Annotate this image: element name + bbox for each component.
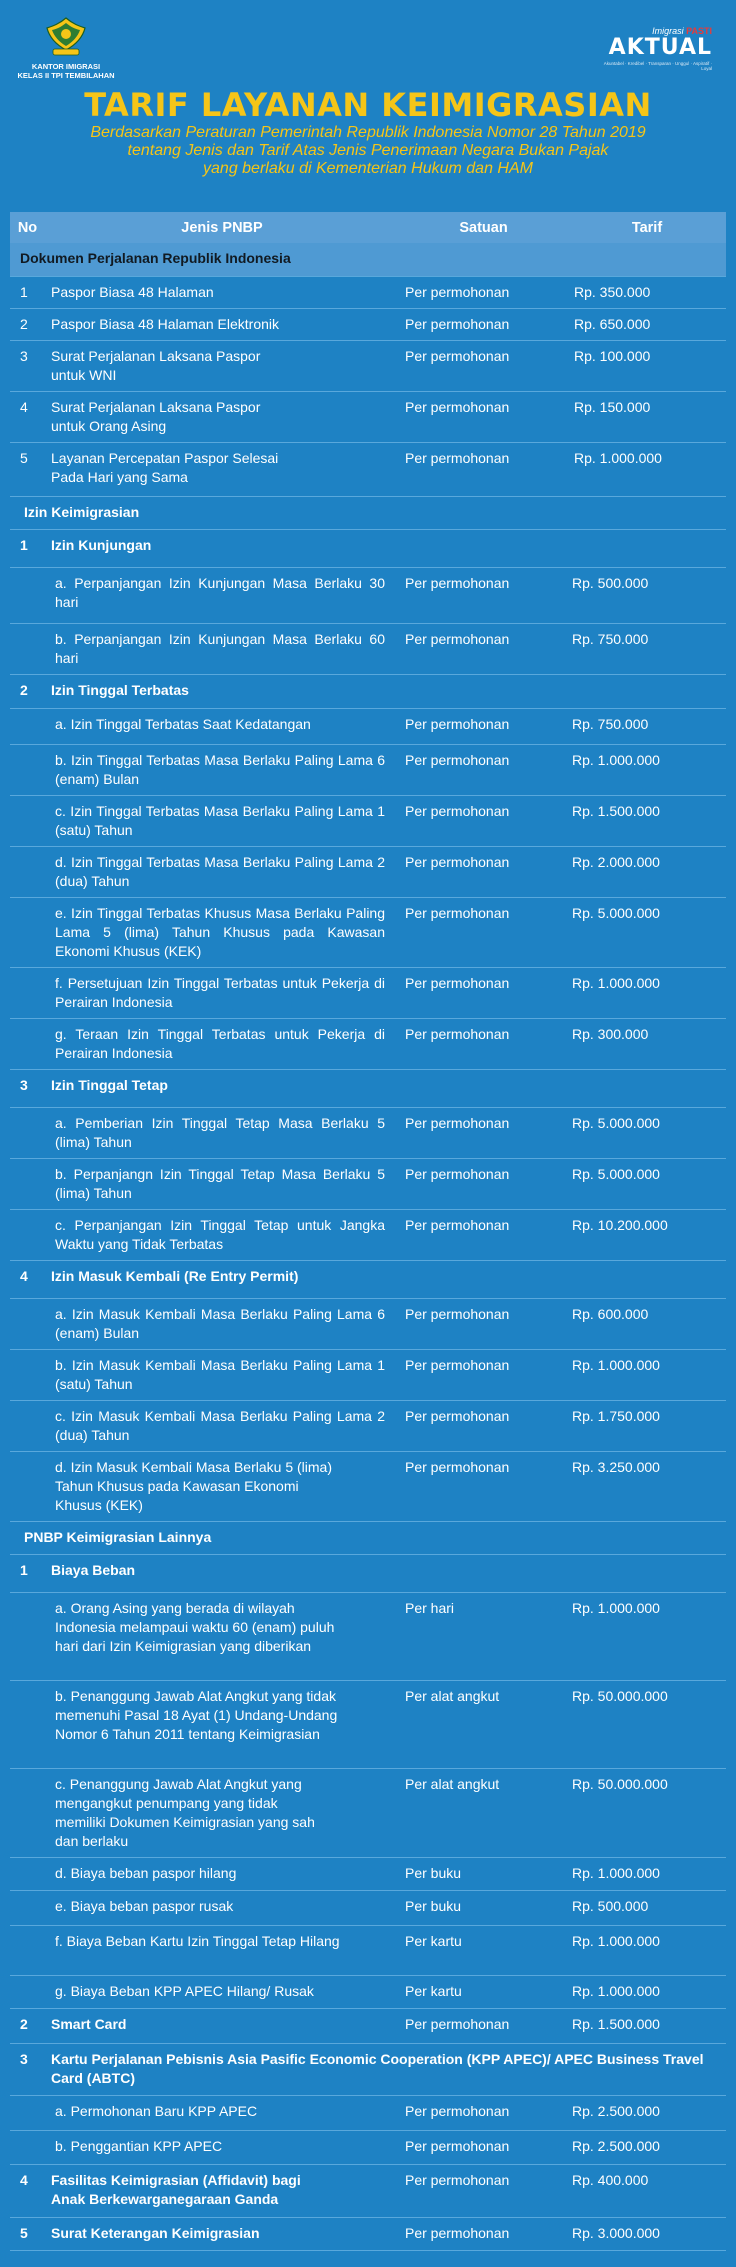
tarif: Rp. 400.000 bbox=[568, 2164, 726, 2217]
satuan: Per permohonan bbox=[399, 1107, 568, 1158]
page-header bbox=[0, 0, 736, 205]
table-row bbox=[10, 1400, 726, 1451]
jenis-pnbp: b. Penanggung Jawab Alat Angkut yang tidak memenuhi Pasal 18 Ayat (1) Undang-Undang Nomor 6 Tahun 2011 tentang Keimigrasian bbox=[45, 1680, 399, 1768]
tarif: Rp. 350.000 bbox=[568, 276, 726, 308]
table-row bbox=[10, 846, 726, 897]
satuan: Per permohonan bbox=[399, 1018, 568, 1069]
tariff-table-container bbox=[10, 212, 726, 2251]
tarif: Rp. 2.500.000 bbox=[568, 2095, 726, 2130]
row-number-empty bbox=[10, 1107, 45, 1158]
subtitle-line2: tentang Jenis dan Tarif Atas Jenis Penerimaan Negara Bukan Pajak bbox=[127, 142, 609, 159]
table-row bbox=[10, 2130, 726, 2164]
jenis-pnbp: a. Permohonan Baru KPP APEC bbox=[45, 2095, 399, 2130]
row-number: 5 bbox=[10, 2217, 45, 2250]
jenis-pnbp: c. Penanggung Jawab Alat Angkut yang mengangkut penumpang yang tidak memiliki Dokumen Keimigrasian yang sah dan berlaku bbox=[45, 1768, 399, 1857]
row-number-empty bbox=[10, 1680, 45, 1768]
subsection-title: Biaya Beban bbox=[45, 1554, 726, 1592]
jenis-pnbp: c. Perpanjangan Izin Tinggal Tetap untuk Jangka Waktu yang Tidak Terbatas bbox=[45, 1209, 399, 1260]
page-subtitle bbox=[0, 124, 736, 178]
satuan: Per permohonan bbox=[399, 567, 568, 623]
tarif: Rp. 500.000 bbox=[568, 1890, 726, 1925]
table-row bbox=[10, 1554, 726, 1592]
table-row bbox=[10, 1521, 726, 1554]
table-header-row bbox=[10, 212, 726, 243]
satuan: Per permohonan bbox=[399, 308, 568, 340]
jenis-pnbp: c. Izin Masuk Kembali Masa Berlaku Paling Lama 2 (dua) Tahun bbox=[45, 1400, 399, 1451]
tarif: Rp. 50.000.000 bbox=[568, 1680, 726, 1768]
row-number-empty bbox=[10, 795, 45, 846]
jenis-pnbp: b. Perpanjangan Izin Kunjungan Masa Berlaku 60 hari bbox=[45, 623, 399, 674]
tarif: Rp. 600.000 bbox=[568, 1298, 726, 1349]
jenis-pnbp: d. Izin Masuk Kembali Masa Berlaku 5 (lima) Tahun Khusus pada Kawasan Ekonomi Khusus (KEK) bbox=[45, 1451, 399, 1521]
table-row bbox=[10, 243, 726, 276]
satuan: Per kartu bbox=[399, 1925, 568, 1975]
row-number: 2 bbox=[10, 2008, 45, 2043]
row-number: 4 bbox=[10, 2164, 45, 2217]
satuan: Per permohonan bbox=[399, 1451, 568, 1521]
satuan: Per permohonan bbox=[399, 897, 568, 967]
tarif: Rp. 1.000.000 bbox=[568, 1975, 726, 2008]
slogan-sub: Akuntabel · Kredibel · Transparan · Unggul · Aspiratif · Loyal bbox=[603, 61, 712, 71]
subtitle-line1: Berdasarkan Peraturan Pemerintah Republik Indonesia Nomor 28 Tahun 2019 bbox=[90, 124, 646, 141]
row-number: 4 bbox=[10, 1260, 45, 1298]
satuan: Per permohonan bbox=[399, 276, 568, 308]
satuan: Per buku bbox=[399, 1890, 568, 1925]
table-row bbox=[10, 744, 726, 795]
table-row bbox=[10, 1451, 726, 1521]
row-number: 3 bbox=[10, 2043, 45, 2095]
jenis-pnbp: b. Perpanjangn Izin Tinggal Tetap Masa Berlaku 5 (lima) Tahun bbox=[45, 1158, 399, 1209]
section-title: Dokumen Perjalanan Republik Indonesia bbox=[10, 243, 726, 276]
satuan: Per kartu bbox=[399, 1975, 568, 2008]
tarif: Rp. 1.500.000 bbox=[568, 795, 726, 846]
jenis-pnbp: Layanan Percepatan Paspor Selesai Pada Hari yang Sama bbox=[45, 442, 399, 496]
jenis-pnbp: a. Pemberian Izin Tinggal Tetap Masa Berlaku 5 (lima) Tahun bbox=[45, 1107, 399, 1158]
tarif: Rp. 750.000 bbox=[568, 708, 726, 744]
table-row bbox=[10, 1018, 726, 1069]
table-row bbox=[10, 391, 726, 442]
row-number-empty bbox=[10, 2130, 45, 2164]
table-row bbox=[10, 1680, 726, 1768]
section-title: Izin Keimigrasian bbox=[10, 496, 726, 529]
office-logo bbox=[6, 14, 126, 80]
row-number-empty bbox=[10, 1018, 45, 1069]
satuan: Per alat angkut bbox=[399, 1768, 568, 1857]
satuan: Per permohonan bbox=[399, 1349, 568, 1400]
jenis-pnbp: b. Izin Tinggal Terbatas Masa Berlaku Paling Lama 6 (enam) Bulan bbox=[45, 744, 399, 795]
satuan: Per permohonan bbox=[399, 2217, 568, 2250]
satuan: Per permohonan bbox=[399, 442, 568, 496]
table-row bbox=[10, 1768, 726, 1857]
table-row bbox=[10, 2095, 726, 2130]
table-row bbox=[10, 674, 726, 708]
tarif: Rp. 100.000 bbox=[568, 340, 726, 391]
row-number: 4 bbox=[10, 391, 45, 442]
satuan: Per permohonan bbox=[399, 1400, 568, 1451]
jenis-pnbp: g. Teraan Izin Tinggal Terbatas untuk Pekerja di Perairan Indonesia bbox=[45, 1018, 399, 1069]
jenis-pnbp: Surat Keterangan Keimigrasian bbox=[45, 2217, 399, 2250]
jenis-pnbp: a. Izin Tinggal Terbatas Saat Kedatangan bbox=[45, 708, 399, 744]
jenis-pnbp: b. Izin Masuk Kembali Masa Berlaku Paling Lama 1 (satu) Tahun bbox=[45, 1349, 399, 1400]
row-number-empty bbox=[10, 567, 45, 623]
table-row bbox=[10, 340, 726, 391]
satuan: Per permohonan bbox=[399, 2008, 568, 2043]
subsection-title: Izin Masuk Kembali (Re Entry Permit) bbox=[45, 1260, 726, 1298]
table-row bbox=[10, 1349, 726, 1400]
table-row bbox=[10, 1857, 726, 1890]
tarif: Rp. 1.000.000 bbox=[568, 1349, 726, 1400]
row-number: 3 bbox=[10, 1069, 45, 1107]
tarif: Rp. 2.000.000 bbox=[568, 846, 726, 897]
page-title: TARIF LAYANAN KEIMIGRASIAN bbox=[84, 86, 652, 124]
tarif: Rp. 5.000.000 bbox=[568, 897, 726, 967]
row-number: 1 bbox=[10, 276, 45, 308]
table-row bbox=[10, 1925, 726, 1975]
table-row bbox=[10, 2164, 726, 2217]
jenis-pnbp: Paspor Biasa 48 Halaman bbox=[45, 276, 399, 308]
column-header-no: No bbox=[10, 212, 45, 243]
table-row bbox=[10, 795, 726, 846]
row-number: 1 bbox=[10, 1554, 45, 1592]
row-number-empty bbox=[10, 1592, 45, 1680]
satuan: Per permohonan bbox=[399, 708, 568, 744]
column-header-tarif: Tarif bbox=[568, 212, 726, 243]
tarif: Rp. 1.000.000 bbox=[568, 1857, 726, 1890]
jenis-pnbp: a. Orang Asing yang berada di wilayah Indonesia melampaui waktu 60 (enam) puluh hari dari Izin Keimigrasian yang diberikan bbox=[45, 1592, 399, 1680]
slogan-logo bbox=[592, 26, 712, 71]
tarif: Rp. 2.500.000 bbox=[568, 2130, 726, 2164]
table-row bbox=[10, 1209, 726, 1260]
table-row bbox=[10, 496, 726, 529]
table-row bbox=[10, 308, 726, 340]
table-row bbox=[10, 2217, 726, 2250]
jenis-pnbp: f. Persetujuan Izin Tinggal Terbatas untuk Pekerja di Perairan Indonesia bbox=[45, 967, 399, 1018]
tarif: Rp. 1.500.000 bbox=[568, 2008, 726, 2043]
jenis-pnbp: d. Biaya beban paspor hilang bbox=[45, 1857, 399, 1890]
satuan: Per permohonan bbox=[399, 744, 568, 795]
satuan: Per permohonan bbox=[399, 1209, 568, 1260]
table-row bbox=[10, 1975, 726, 2008]
table-row bbox=[10, 567, 726, 623]
tarif: Rp. 1.000.000 bbox=[568, 1925, 726, 1975]
tariff-table bbox=[10, 212, 726, 2251]
row-number-empty bbox=[10, 1209, 45, 1260]
satuan: Per permohonan bbox=[399, 795, 568, 846]
jenis-pnbp: e. Izin Tinggal Terbatas Khusus Masa Berlaku Paling Lama 5 (lima) Tahun Khusus pada Kawasan Ekonomi Khusus (KEK) bbox=[45, 897, 399, 967]
tarif: Rp. 300.000 bbox=[568, 1018, 726, 1069]
table-row bbox=[10, 2043, 726, 2095]
satuan: Per permohonan bbox=[399, 2164, 568, 2217]
jenis-pnbp: Fasilitas Keimigrasian (Affidavit) bagi Anak Berkewarganegaraan Ganda bbox=[45, 2164, 399, 2217]
slogan-accent: PASTI bbox=[686, 26, 712, 36]
subsection-title: Kartu Perjalanan Pebisnis Asia Pasific Economic Cooperation (KPP APEC)/ APEC Business Travel Card (ABTC) bbox=[45, 2043, 726, 2095]
table-row bbox=[10, 1069, 726, 1107]
tariff-table-body bbox=[10, 243, 726, 2250]
table-row bbox=[10, 1298, 726, 1349]
row-number-empty bbox=[10, 2095, 45, 2130]
jenis-pnbp: Smart Card bbox=[45, 2008, 399, 2043]
row-number-empty bbox=[10, 1768, 45, 1857]
slogan-prefix: Imigrasi bbox=[652, 26, 684, 36]
satuan: Per permohonan bbox=[399, 967, 568, 1018]
jenis-pnbp: e. Biaya beban paspor rusak bbox=[45, 1890, 399, 1925]
tarif: Rp. 150.000 bbox=[568, 391, 726, 442]
slogan-main: AKTUAL bbox=[608, 35, 712, 60]
row-number-empty bbox=[10, 897, 45, 967]
tarif: Rp. 1.000.000 bbox=[568, 744, 726, 795]
satuan: Per permohonan bbox=[399, 846, 568, 897]
row-number-empty bbox=[10, 846, 45, 897]
jenis-pnbp: g. Biaya Beban KPP APEC Hilang/ Rusak bbox=[45, 1975, 399, 2008]
jenis-pnbp: f. Biaya Beban Kartu Izin Tinggal Tetap Hilang bbox=[45, 1925, 399, 1975]
tarif: Rp. 650.000 bbox=[568, 308, 726, 340]
section-title: PNBP Keimigrasian Lainnya bbox=[10, 1521, 726, 1554]
row-number-empty bbox=[10, 1975, 45, 2008]
row-number-empty bbox=[10, 1158, 45, 1209]
satuan: Per hari bbox=[399, 1592, 568, 1680]
row-number-empty bbox=[10, 1890, 45, 1925]
satuan: Per permohonan bbox=[399, 1298, 568, 1349]
office-name-line2: KELAS II TPI TEMBILAHAN bbox=[17, 71, 115, 80]
table-row bbox=[10, 1260, 726, 1298]
jenis-pnbp: Surat Perjalanan Laksana Paspor untuk WNI bbox=[45, 340, 399, 391]
row-number-empty bbox=[10, 1400, 45, 1451]
table-row bbox=[10, 276, 726, 308]
row-number: 1 bbox=[10, 529, 45, 567]
tarif: Rp. 3.250.000 bbox=[568, 1451, 726, 1521]
immigration-emblem-icon bbox=[43, 14, 89, 58]
table-row bbox=[10, 442, 726, 496]
row-number: 5 bbox=[10, 442, 45, 496]
subtitle-line3: yang berlaku di Kementerian Hukum dan HAM bbox=[203, 160, 533, 177]
table-row bbox=[10, 529, 726, 567]
jenis-pnbp: Surat Perjalanan Laksana Paspor untuk Orang Asing bbox=[45, 391, 399, 442]
row-number-empty bbox=[10, 623, 45, 674]
office-name-line1: KANTOR IMIGRASI bbox=[31, 62, 101, 71]
subsection-title: Izin Kunjungan bbox=[45, 529, 726, 567]
table-row bbox=[10, 967, 726, 1018]
jenis-pnbp: a. Izin Masuk Kembali Masa Berlaku Paling Lama 6 (enam) Bulan bbox=[45, 1298, 399, 1349]
row-number-empty bbox=[10, 1925, 45, 1975]
satuan: Per permohonan bbox=[399, 391, 568, 442]
jenis-pnbp: c. Izin Tinggal Terbatas Masa Berlaku Paling Lama 1 (satu) Tahun bbox=[45, 795, 399, 846]
satuan: Per permohonan bbox=[399, 1158, 568, 1209]
satuan: Per permohonan bbox=[399, 2130, 568, 2164]
row-number: 2 bbox=[10, 308, 45, 340]
tarif: Rp. 1.000.000 bbox=[568, 1592, 726, 1680]
tarif: Rp. 1.000.000 bbox=[568, 967, 726, 1018]
jenis-pnbp: b. Penggantian KPP APEC bbox=[45, 2130, 399, 2164]
row-number: 3 bbox=[10, 340, 45, 391]
tarif: Rp. 3.000.000 bbox=[568, 2217, 726, 2250]
tarif: Rp. 750.000 bbox=[568, 623, 726, 674]
tarif: Rp. 50.000.000 bbox=[568, 1768, 726, 1857]
column-header-satuan: Satuan bbox=[399, 212, 568, 243]
row-number-empty bbox=[10, 744, 45, 795]
row-number-empty bbox=[10, 708, 45, 744]
row-number-empty bbox=[10, 1451, 45, 1521]
table-row bbox=[10, 708, 726, 744]
subsection-title: Izin Tinggal Tetap bbox=[45, 1069, 726, 1107]
row-number-empty bbox=[10, 1857, 45, 1890]
satuan: Per permohonan bbox=[399, 623, 568, 674]
table-row bbox=[10, 897, 726, 967]
jenis-pnbp: d. Izin Tinggal Terbatas Masa Berlaku Paling Lama 2 (dua) Tahun bbox=[45, 846, 399, 897]
tarif: Rp. 5.000.000 bbox=[568, 1158, 726, 1209]
table-row bbox=[10, 2008, 726, 2043]
satuan: Per alat angkut bbox=[399, 1680, 568, 1768]
table-row bbox=[10, 1890, 726, 1925]
tarif: Rp. 500.000 bbox=[568, 567, 726, 623]
tarif: Rp. 5.000.000 bbox=[568, 1107, 726, 1158]
satuan: Per buku bbox=[399, 1857, 568, 1890]
table-row bbox=[10, 623, 726, 674]
row-number-empty bbox=[10, 1298, 45, 1349]
subsection-title: Izin Tinggal Terbatas bbox=[45, 674, 726, 708]
tarif: Rp. 1.750.000 bbox=[568, 1400, 726, 1451]
row-number-empty bbox=[10, 1349, 45, 1400]
table-row bbox=[10, 1158, 726, 1209]
table-row bbox=[10, 1107, 726, 1158]
satuan: Per permohonan bbox=[399, 2095, 568, 2130]
column-header-jenis: Jenis PNBP bbox=[45, 212, 399, 243]
jenis-pnbp: Paspor Biasa 48 Halaman Elektronik bbox=[45, 308, 399, 340]
tarif: Rp. 10.200.000 bbox=[568, 1209, 726, 1260]
tarif: Rp. 1.000.000 bbox=[568, 442, 726, 496]
table-row bbox=[10, 1592, 726, 1680]
satuan: Per permohonan bbox=[399, 340, 568, 391]
row-number-empty bbox=[10, 967, 45, 1018]
jenis-pnbp: a. Perpanjangan Izin Kunjungan Masa Berlaku 30 hari bbox=[45, 567, 399, 623]
row-number: 2 bbox=[10, 674, 45, 708]
